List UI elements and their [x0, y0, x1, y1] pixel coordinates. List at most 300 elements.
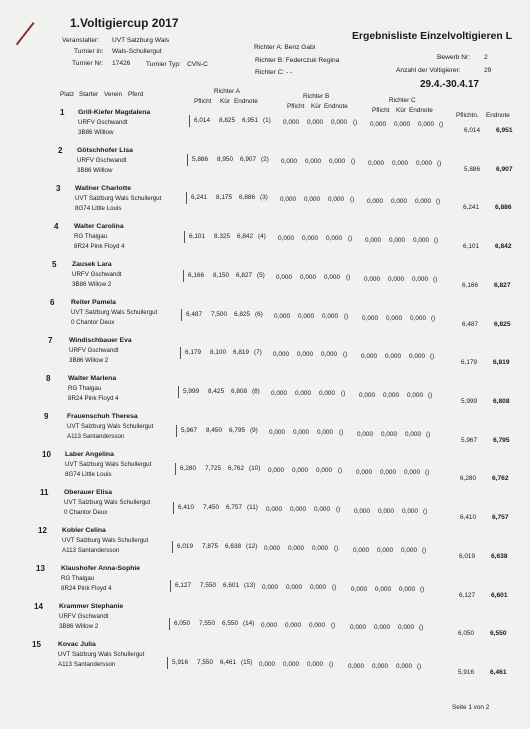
row-rank: 1 [60, 108, 65, 117]
row-club: URFV Gschwandt [69, 347, 119, 354]
a-rank-value: (6) [255, 311, 263, 318]
c-pflicht-value: 0,000 [365, 237, 381, 244]
col-pferd: Pferd [128, 91, 144, 98]
row-horse: A113 Santandersson [58, 661, 116, 668]
row-horse: 3B86 Willow 2 [72, 281, 112, 288]
b-pflicht-value: 0,000 [259, 661, 275, 668]
row-rank: 2 [58, 146, 63, 155]
a-endnote-value: 6,825 [234, 311, 250, 318]
endnote-total-value: 6,825 [494, 321, 511, 328]
a-endnote-value: 6,827 [236, 272, 252, 279]
endnote-total-value: 6,757 [492, 514, 509, 521]
row-name: Wallner Charlotte [75, 185, 132, 192]
a-endnote-value: 6,762 [228, 465, 244, 472]
b-endnote-value: 0,000 [310, 584, 326, 591]
row-name: Oberauer Elisa [64, 489, 112, 496]
row-horse: A113 Santandersson [62, 547, 120, 554]
endnote-total-value: 6,951 [496, 127, 513, 134]
b-kuer-value: 0,000 [304, 196, 320, 203]
row-rank: 11 [40, 488, 49, 497]
b-endnote-value: 0,000 [314, 506, 330, 513]
page-number: Seite 1 von 2 [452, 704, 490, 711]
col-c-endnote: Endnote [409, 107, 433, 114]
b-pflicht-value: 0,000 [268, 467, 284, 474]
c-rank-value: () [436, 198, 441, 205]
col-b-endnote: Endnote [324, 103, 348, 110]
c-endnote-value: 0,000 [405, 431, 421, 438]
a-endnote-value: 6,638 [225, 543, 241, 550]
row-club: UVT Salzburg Wals Schullergut [67, 423, 154, 430]
a-pflicht-value: 6,241 [191, 194, 207, 201]
c-rank-value: () [420, 586, 425, 593]
row-name: Walter Carolina [74, 223, 124, 230]
row-rank: 4 [54, 222, 59, 231]
row-rank: 6 [50, 298, 55, 307]
a-pflicht-value: 6,101 [189, 233, 205, 240]
row-club: URFV Gschwandt [72, 271, 122, 278]
b-rank-value: () [351, 158, 356, 165]
b-pflicht-value: 0,000 [274, 313, 290, 320]
b-rank-value: () [344, 313, 349, 320]
c-kuer-value: 0,000 [374, 624, 390, 631]
b-kuer-value: 0,000 [305, 158, 321, 165]
col-c-kuer: Kür [396, 107, 406, 114]
b-endnote-value: 0,000 [326, 235, 342, 242]
c-kuer-value: 0,000 [392, 160, 408, 167]
a-pflicht-value: 6,019 [177, 543, 193, 550]
col-platz: Platz [60, 91, 75, 98]
col-starter: Starter [79, 91, 99, 98]
a-rank-value: (12) [246, 543, 258, 550]
row-name: Krammer Stephanie [59, 603, 124, 610]
c-rank-value: () [437, 160, 442, 167]
b-endnote-value: 0,000 [316, 467, 332, 474]
b-pflicht-value: 0,000 [266, 506, 282, 513]
c-rank-value: () [423, 508, 428, 515]
row-horse: 3B86 Willow 2 [59, 623, 99, 630]
judge-a: Richter A: Benz Gabi [254, 44, 316, 51]
b-kuer-value: 0,000 [298, 313, 314, 320]
row-rank: 15 [32, 640, 41, 649]
a-rank-value: (8) [252, 388, 260, 395]
c-endnote-value: 0,000 [404, 469, 420, 476]
a-rank-value: (5) [257, 272, 265, 279]
a-endnote-value: 6,951 [242, 117, 258, 124]
row-club: RG Thalgau [61, 575, 95, 582]
a-pflicht-value: 5,886 [192, 156, 208, 163]
pflichtnote-value: 5,967 [461, 437, 477, 444]
c-endnote-value: 0,000 [402, 508, 418, 515]
col-c-pflicht: Pflicht [372, 107, 390, 114]
b-endnote-value: 0,000 [321, 351, 337, 358]
row-horse: 8G74 Little Louis [65, 471, 112, 478]
b-pflicht-value: 0,000 [281, 158, 297, 165]
event-title: 1.Voltigiercup 2017 [70, 16, 179, 30]
row-rank: 9 [44, 412, 49, 421]
row-name: Windischbauer Eva [69, 337, 132, 344]
row-name: Klaushofer Anna-Sophie [61, 565, 141, 572]
endnote-total-value: 6,461 [490, 669, 507, 676]
pflichtnote-value: 5,999 [461, 398, 477, 405]
judge-b: Richter B: Federczuk Regina [255, 57, 340, 64]
c-rank-value: () [431, 315, 436, 322]
row-name: Laber Angelina [65, 451, 114, 458]
endnote-total-value: 6,842 [495, 243, 512, 250]
a-endnote-value: 6,886 [239, 194, 255, 201]
row-horse: 3B86 Willlow [77, 167, 113, 174]
c-endnote-value: 0,000 [418, 121, 434, 128]
b-rank-value: () [346, 274, 351, 281]
b-rank-value: () [336, 506, 341, 513]
a-kuer-value: 7,550 [199, 620, 215, 627]
b-kuer-value: 0,000 [297, 351, 313, 358]
a-endnote-value: 6,550 [222, 620, 238, 627]
c-rank-value: () [425, 469, 430, 476]
c-endnote-value: 0,000 [398, 624, 414, 631]
c-pflicht-value: 0,000 [348, 663, 364, 670]
row-name: Grill-Kiefer Magdalena [78, 109, 151, 116]
col-b-kuer: Kür [311, 103, 321, 110]
a-rank-value: (2) [261, 156, 269, 163]
c-pflicht-value: 0,000 [359, 392, 375, 399]
col-pflichtnote: Pflichtn. [456, 112, 479, 119]
b-kuer-value: 0,000 [307, 119, 323, 126]
separator [172, 541, 173, 553]
b-endnote-value: 0,000 [309, 622, 325, 629]
b-rank-value: () [332, 584, 337, 591]
b-pflicht-value: 0,000 [278, 235, 294, 242]
a-kuer-value: 7,550 [197, 659, 213, 666]
a-kuer-value: 8,950 [217, 156, 233, 163]
a-rank-value: (11) [247, 504, 258, 511]
row-name: Kovac Julia [58, 641, 96, 648]
col-verein: Verein [104, 91, 123, 98]
separator [186, 192, 187, 204]
row-club: UVT Salzburg Wals Schullergut [62, 537, 149, 544]
row-horse: 8R24 Pink Floyd 4 [68, 395, 119, 402]
a-kuer-value: 7,550 [200, 582, 216, 589]
a-rank-value: (14) [243, 620, 255, 627]
c-endnote-value: 0,000 [401, 547, 417, 554]
row-rank: 13 [36, 564, 45, 573]
pflichtnote-value: 6,241 [463, 204, 479, 211]
col-endnote-total: Endnote [486, 112, 510, 119]
a-endnote-value: 6,842 [237, 233, 253, 240]
c-rank-value: () [426, 431, 431, 438]
c-rank-value: () [419, 624, 424, 631]
col-richter-a: Richter A [214, 88, 240, 95]
pen-mark [16, 22, 35, 45]
a-rank-value: (13) [244, 582, 256, 589]
endnote-total-value: 6,886 [495, 204, 512, 211]
c-kuer-value: 0,000 [381, 431, 397, 438]
c-pflicht-value: 0,000 [364, 276, 380, 283]
b-rank-value: () [341, 390, 346, 397]
b-pflicht-value: 0,000 [262, 584, 278, 591]
a-rank-value: (4) [258, 233, 266, 240]
participant-count-value: 29 [484, 67, 492, 74]
c-rank-value: () [430, 353, 435, 360]
b-rank-value: () [348, 235, 353, 242]
row-name: Walter Marlena [68, 375, 117, 382]
b-kuer-value: 0,000 [286, 584, 302, 591]
b-endnote-value: 0,000 [331, 119, 347, 126]
a-pflicht-value: 6,050 [174, 620, 190, 627]
endnote-total-value: 6,762 [492, 475, 509, 482]
col-richter-c: Richter C [389, 97, 416, 104]
c-pflicht-value: 0,000 [367, 198, 383, 205]
row-club: RG Thalgau [68, 385, 102, 392]
c-kuer-value: 0,000 [372, 663, 388, 670]
a-pflicht-value: 6,127 [175, 582, 191, 589]
separator [176, 425, 177, 437]
pflichtnote-value: 6,101 [463, 243, 479, 250]
row-horse: 8R24 Pink Floyd 4 [61, 585, 112, 592]
b-rank-value: () [339, 429, 344, 436]
a-kuer-value: 8,175 [216, 194, 232, 201]
col-a-kuer: Kür [220, 98, 230, 105]
row-club: RG Thalgau [74, 233, 108, 240]
b-kuer-value: 0,000 [300, 274, 316, 281]
b-endnote-value: 0,000 [329, 158, 345, 165]
row-club: UVT Salzburg Wals Schullergut [58, 651, 145, 658]
b-pflicht-value: 0,000 [280, 196, 296, 203]
row-club: UVT Salzburg Wals Schullergut [71, 309, 158, 316]
tournament-number-label: Turnier Nr: [72, 60, 104, 67]
row-name: Zausek Lara [72, 261, 112, 268]
col-a-endnote: Endnote [234, 98, 258, 105]
a-pflicht-value: 6,280 [180, 465, 196, 472]
b-kuer-value: 0,000 [295, 390, 311, 397]
separator [184, 231, 185, 243]
c-kuer-value: 0,000 [375, 586, 391, 593]
a-kuer-value: 7,875 [202, 543, 218, 550]
c-kuer-value: 0,000 [391, 198, 407, 205]
c-endnote-value: 0,000 [410, 315, 426, 322]
b-kuer-value: 0,000 [285, 622, 301, 629]
pflichtnote-value: 6,127 [459, 592, 475, 599]
endnote-total-value: 6,795 [493, 437, 510, 444]
separator [167, 657, 168, 669]
c-kuer-value: 0,000 [386, 315, 402, 322]
row-rank: 5 [52, 260, 57, 269]
tournament-type-label: Turnier Typ: [146, 61, 181, 68]
row-horse: 8R24 Pink Floyd 4 [74, 243, 125, 250]
c-endnote-value: 0,000 [416, 160, 432, 167]
row-horse: 3B86 Willlow [78, 129, 114, 136]
pflichtnote-value: 6,280 [460, 475, 476, 482]
row-name: Reiter Pamela [71, 299, 116, 306]
c-endnote-value: 0,000 [413, 237, 429, 244]
row-horse: 3B86 Willow 2 [69, 357, 109, 364]
b-endnote-value: 0,000 [319, 390, 335, 397]
separator [187, 154, 188, 166]
a-endnote-value: 6,795 [229, 427, 245, 434]
b-pflicht-value: 0,000 [264, 545, 280, 552]
row-club: URFV Gschwandt [77, 157, 127, 164]
a-rank-value: (10) [249, 465, 261, 472]
b-rank-value: () [353, 119, 358, 126]
c-rank-value: () [422, 547, 427, 554]
a-endnote-value: 6,461 [220, 659, 236, 666]
endnote-total-value: 6,638 [491, 553, 508, 560]
a-kuer-value: 7,500 [211, 311, 227, 318]
c-kuer-value: 0,000 [383, 392, 399, 399]
b-pflicht-value: 0,000 [276, 274, 292, 281]
c-rank-value: () [433, 276, 438, 283]
row-horse: A113 Santandersson [67, 433, 125, 440]
participant-count-label: Anzahl der Voltigierer: [396, 67, 461, 74]
c-pflicht-value: 0,000 [362, 315, 378, 322]
pflichtnote-value: 6,179 [461, 359, 477, 366]
pflichtnote-value: 6,019 [459, 553, 475, 560]
c-pflicht-value: 0,000 [370, 121, 386, 128]
b-endnote-value: 0,000 [307, 661, 323, 668]
organizer-value: UVT Salzburg Wals [112, 37, 170, 44]
separator [189, 115, 190, 127]
pflichtnote-value: 6,487 [462, 321, 478, 328]
b-rank-value: () [338, 467, 343, 474]
separator [181, 309, 182, 321]
b-pflicht-value: 0,000 [269, 429, 285, 436]
competition-number-label: Bewerb Nr: [437, 54, 470, 61]
c-pflicht-value: 0,000 [356, 469, 372, 476]
endnote-total-value: 6,819 [493, 359, 510, 366]
c-endnote-value: 0,000 [415, 198, 431, 205]
pflichtnote-value: 6,014 [464, 127, 480, 134]
c-kuer-value: 0,000 [388, 276, 404, 283]
a-pflicht-value: 5,967 [181, 427, 197, 434]
row-horse: 0 Chantor Deux [71, 319, 115, 326]
b-pflicht-value: 0,000 [271, 390, 287, 397]
c-endnote-value: 0,000 [399, 586, 415, 593]
event-dates: 29.4.-30.4.17 [420, 79, 479, 90]
c-rank-value: () [417, 663, 422, 670]
pflichtnote-value: 6,050 [458, 630, 474, 637]
a-pflicht-value: 5,999 [183, 388, 199, 395]
c-endnote-value: 0,000 [407, 392, 423, 399]
a-kuer-value: 8,825 [219, 117, 235, 124]
b-kuer-value: 0,000 [283, 661, 299, 668]
row-name: Frauenschuh Theresa [67, 413, 138, 420]
row-club: URFV Gschwandt [59, 613, 109, 620]
row-club: UVT Salzburg Wals Schullergut [64, 499, 151, 506]
c-kuer-value: 0,000 [377, 547, 393, 554]
col-b-pflicht: Pflicht [287, 103, 305, 110]
b-kuer-value: 0,000 [290, 506, 306, 513]
organizer-label: Veranstalter: [62, 37, 100, 44]
separator [183, 270, 184, 282]
c-endnote-value: 0,000 [409, 353, 425, 360]
row-horse: 0 Chantor Deux [64, 509, 108, 516]
c-endnote-value: 0,000 [412, 276, 428, 283]
b-endnote-value: 0,000 [322, 313, 338, 320]
a-endnote-value: 6,757 [226, 504, 242, 511]
endnote-total-value: 6,601 [491, 592, 508, 599]
b-rank-value: () [331, 622, 336, 629]
pflichtnote-value: 5,886 [464, 166, 480, 173]
c-kuer-value: 0,000 [378, 508, 394, 515]
separator [169, 618, 170, 630]
b-pflicht-value: 0,000 [273, 351, 289, 358]
result-list-title: Ergebnisliste Einzelvoltigieren L [352, 31, 512, 42]
c-pflicht-value: 0,000 [357, 431, 373, 438]
c-pflicht-value: 0,000 [350, 624, 366, 631]
venue-label: Turnier in: [74, 48, 104, 55]
a-rank-value: (9) [250, 427, 258, 434]
row-name: Kobler Celina [62, 527, 106, 534]
separator [175, 463, 176, 475]
b-endnote-value: 0,000 [312, 545, 328, 552]
b-kuer-value: 0,000 [292, 467, 308, 474]
b-rank-value: () [343, 351, 348, 358]
c-pflicht-value: 0,000 [353, 547, 369, 554]
c-rank-value: () [428, 392, 433, 399]
venue-value: Wals-Schullergut [112, 48, 162, 55]
a-pflicht-value: 6,014 [194, 117, 210, 124]
b-rank-value: () [350, 196, 355, 203]
pflichtnote-value: 6,410 [460, 514, 476, 521]
a-rank-value: (7) [254, 349, 262, 356]
b-kuer-value: 0,000 [288, 545, 304, 552]
row-club: UVT Salzburg Wals Schullergut [65, 461, 152, 468]
endnote-total-value: 6,827 [494, 282, 511, 289]
c-rank-value: () [439, 121, 444, 128]
pflichtnote-value: 6,166 [462, 282, 478, 289]
b-endnote-value: 0,000 [317, 429, 333, 436]
tournament-type-value: CVN-C [187, 61, 208, 68]
row-rank: 10 [42, 450, 51, 459]
row-horse: 8G74 Little Louis [75, 205, 122, 212]
b-rank-value: () [329, 661, 334, 668]
col-a-pflicht: Pflicht [194, 98, 212, 105]
a-kuer-value: 8,150 [213, 272, 229, 279]
a-pflicht-value: 5,916 [172, 659, 188, 666]
a-rank-value: (3) [260, 194, 268, 201]
pflichtnote-value: 5,916 [458, 669, 474, 676]
c-kuer-value: 0,000 [389, 237, 405, 244]
a-pflicht-value: 6,179 [185, 349, 201, 356]
c-pflicht-value: 0,000 [368, 160, 384, 167]
c-pflicht-value: 0,000 [361, 353, 377, 360]
competition-number-value: 2 [484, 54, 488, 61]
a-kuer-value: 7,725 [205, 465, 221, 472]
c-kuer-value: 0,000 [380, 469, 396, 476]
a-kuer-value: 7,450 [203, 504, 219, 511]
b-kuer-value: 0,000 [302, 235, 318, 242]
c-pflicht-value: 0,000 [351, 586, 367, 593]
a-endnote-value: 6,808 [231, 388, 247, 395]
a-endnote-value: 6,819 [233, 349, 249, 356]
separator [180, 347, 181, 359]
a-rank-value: (15) [241, 659, 253, 666]
row-rank: 3 [56, 184, 61, 193]
row-rank: 12 [38, 526, 47, 535]
separator [178, 386, 179, 398]
row-rank: 8 [46, 374, 51, 383]
a-kuer-value: 8,450 [206, 427, 222, 434]
row-club: URFV Gschwandt [78, 119, 128, 126]
a-kuer-value: 8,425 [208, 388, 224, 395]
b-pflicht-value: 0,000 [283, 119, 299, 126]
row-club: UVT Salzburg Wals Schullergut [75, 195, 162, 202]
c-pflicht-value: 0,000 [354, 508, 370, 515]
row-rank: 7 [48, 336, 53, 345]
separator [173, 502, 174, 514]
row-name: Götschhofer Lisa [77, 147, 133, 154]
separator [170, 580, 171, 592]
a-pflicht-value: 6,487 [186, 311, 202, 318]
